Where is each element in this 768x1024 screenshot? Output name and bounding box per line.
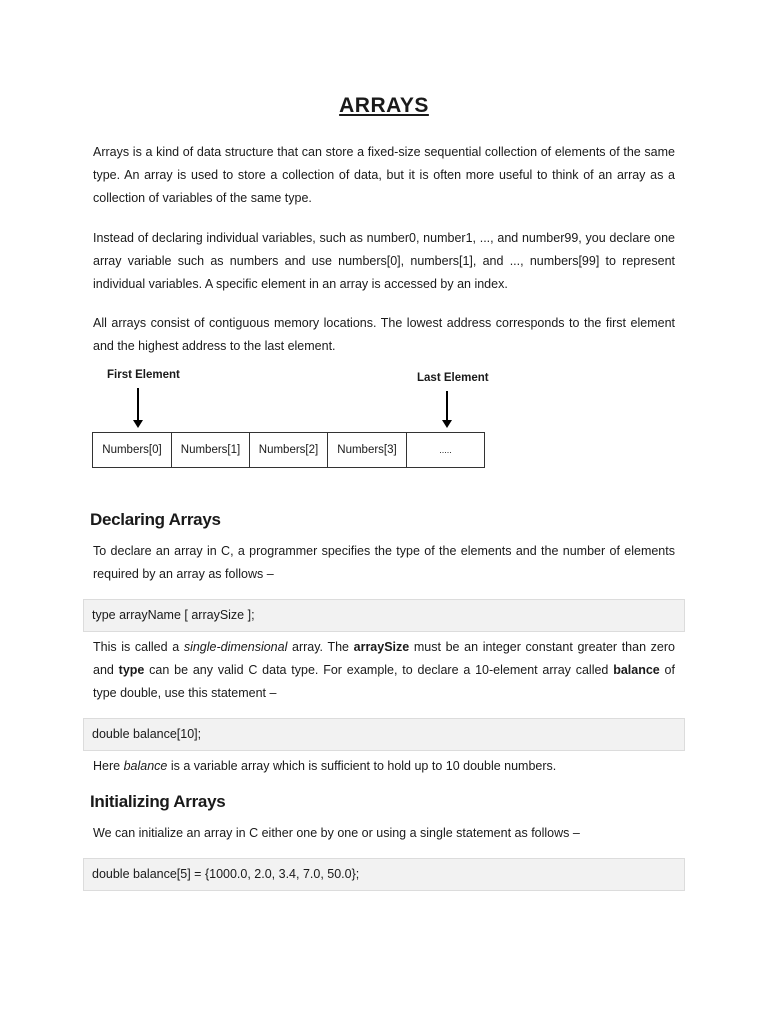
- array-cell-3: Numbers[3]: [327, 432, 407, 468]
- array-diagram: [0, 0, 768, 480]
- declaring-paragraph-2: This is called a single-dimensional array. The arraySize must be an integer constant greater than zero and type can be any valid C data type. For example, to declare a 10-element array called balance of type double, use this statement –: [93, 640, 675, 700]
- array-cell-1: Numbers[1]: [171, 432, 250, 468]
- array-cell-2: Numbers[2]: [249, 432, 328, 468]
- array-cell-0: Numbers[0]: [92, 432, 172, 468]
- intro-paragraph-2: Instead of declaring individual variables, such as number0, number1, ..., and number99, you declare one array variable such as numbers and use numbers[0], numbers[1], and ..., numbers[99] to represent individual variables. A specific element in an array is accessed by an index.: [93, 231, 675, 291]
- declaring-arrays-heading: Declaring Arrays: [90, 510, 221, 529]
- first-element-arrow: [137, 388, 139, 422]
- first-element-arrowhead-icon: [133, 420, 143, 428]
- last-element-arrow: [446, 391, 448, 422]
- code-block-balance-declaration: double balance[10];: [83, 718, 685, 751]
- code-block-initialization: double balance[5] = {1000.0, 2.0, 3.4, 7.0, 50.0};: [83, 858, 685, 891]
- declaring-paragraph-1: To declare an array in C, a programmer specifies the type of the elements and the number of elements required by an array as follows –: [93, 544, 675, 581]
- last-element-label: Last Element: [417, 372, 489, 384]
- first-element-label: First Element: [107, 369, 180, 381]
- last-element-arrowhead-icon: [442, 420, 452, 428]
- initializing-arrays-heading: Initializing Arrays: [90, 792, 226, 811]
- intro-paragraph-3: All arrays consist of contiguous memory locations. The lowest address corresponds to the first element and the highest address to the last element.: [93, 316, 675, 353]
- declaring-paragraph-3: Here balance is a variable array which is sufficient to hold up to 10 double numbers.: [93, 759, 557, 773]
- initializing-paragraph-1: We can initialize an array in C either one by one or using a single statement as follows –: [93, 826, 580, 840]
- intro-paragraph-1: Arrays is a kind of data structure that can store a fixed-size sequential collection of elements of the same type. An array is used to store a collection of data, but it is often more useful to think of an array as a collection of variables of the same type.: [93, 145, 675, 205]
- page-title: ARRAYS: [339, 94, 429, 117]
- array-cell-ellipsis: .....: [406, 432, 485, 468]
- code-block-declaration: type arrayName [ arraySize ];: [83, 599, 685, 632]
